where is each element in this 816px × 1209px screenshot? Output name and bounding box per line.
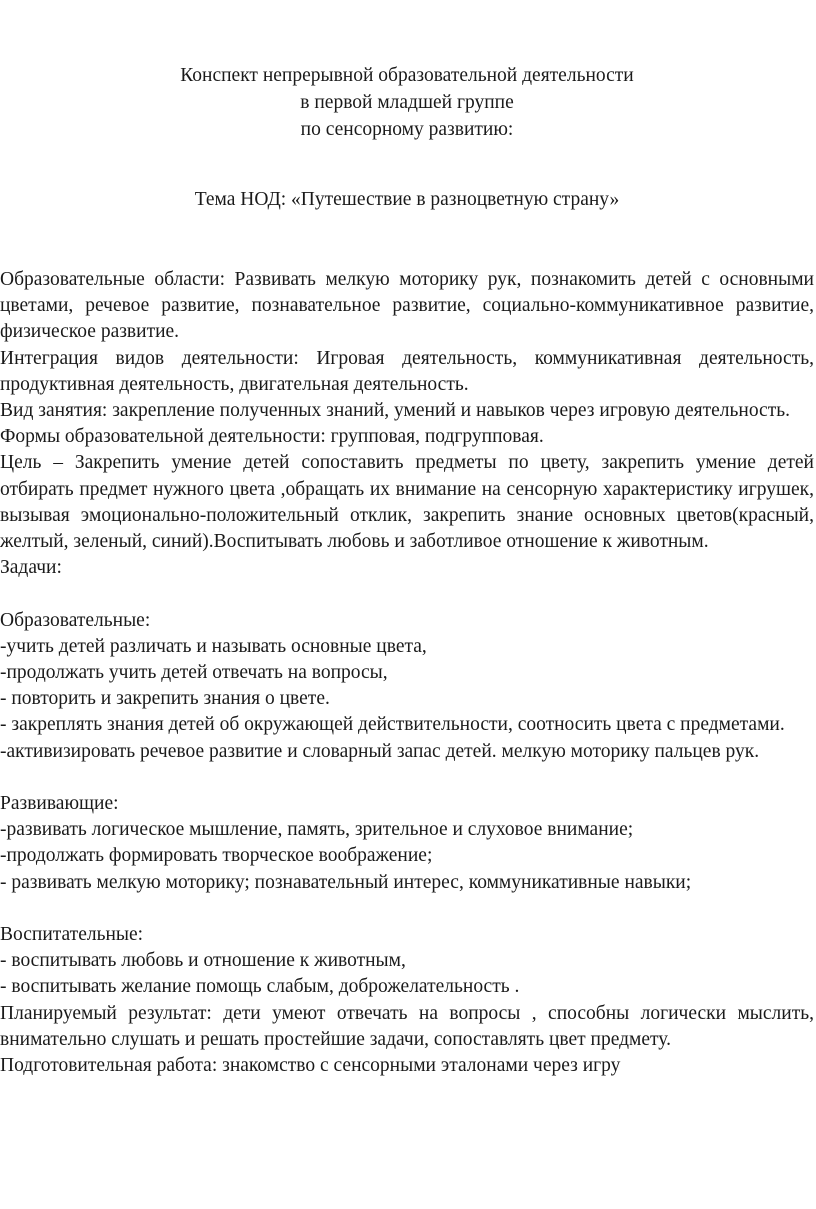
- educational-heading: Образовательные:: [0, 609, 151, 631]
- document-body: [0, 267, 814, 1079]
- title-line-2: в первой младшей группе: [300, 92, 514, 113]
- educational-areas-paragraph: Образовательные области: Развивать мелкую моторику рук, познакомить детей с основными цветами, речевое развитие, познавательное развитие, социально-коммуникативное развитие, физическое развитие.: [0, 269, 814, 343]
- educational-item: - повторить и закрепить знания о цвете.: [0, 688, 330, 710]
- educational-item: -учить детей различать и называть основные цвета,: [0, 635, 427, 657]
- preparation-paragraph: Подготовительная работа: знакомство с сенсорными эталонами через игру: [0, 1055, 621, 1077]
- upbringing-item: - воспитывать желание помощь слабым, доброжелательность .: [0, 976, 520, 998]
- tasks-heading: Задачи:: [0, 557, 62, 579]
- spacer: [0, 765, 814, 791]
- integration-paragraph: Интеграция видов деятельности: Игровая деятельность, коммуникативная деятельность, продуктивная деятельность, двигательная деятельность.: [0, 347, 814, 395]
- developing-item: -продолжать формировать творческое воображение;: [0, 845, 433, 867]
- spacer: [0, 581, 814, 607]
- developing-heading: Развивающие:: [0, 793, 119, 815]
- forms-paragraph: Формы образовательной деятельности: групповая, подгрупповая.: [0, 426, 544, 448]
- document-title: [0, 62, 814, 143]
- title-line-1: Конспект непрерывной образовательной деятельности: [180, 65, 634, 86]
- developing-item: -развивать логическое мышление, память, зрительное и слуховое внимание;: [0, 819, 634, 841]
- upbringing-heading: Воспитательные:: [0, 924, 144, 946]
- planned-result-paragraph: Планируемый результат: дети умеют отвечать на вопросы , способны логически мыслить, внимательно слушать и решать простейшие задачи, сопоставлять цвет предмету.: [0, 1002, 814, 1050]
- spacer: [0, 896, 814, 922]
- educational-item: -активизировать речевое развитие и словарный запас детей. мелкую моторику пальцев рук.: [0, 740, 760, 762]
- developing-item: - развивать мелкую моторику; познавательный интерес, коммуникативные навыки;: [0, 871, 692, 893]
- lesson-theme: Тема НОД: «Путешествие в разноцветную страну»: [194, 189, 620, 210]
- lesson-type-paragraph: Вид занятия: закрепление полученных знаний, умений и навыков через игровую деятельность.: [0, 400, 791, 422]
- title-line-3: по сенсорному развитию:: [300, 119, 514, 140]
- educational-item: -продолжать учить детей отвечать на вопросы,: [0, 662, 388, 684]
- upbringing-item: - воспитывать любовь и отношение к животным,: [0, 950, 406, 972]
- educational-item: - закреплять знания детей об окружающей действительности, соотносить цвета с предметами.: [0, 714, 785, 736]
- goal-paragraph: Цель – Закрепить умение детей сопоставить предметы по цвету, закрепить умение детей отбирать предмет нужного цвета ,обращать их внимание на сенсорную характеристику игрушек, вызывая эмоционально-положительный отклик, закрепить знание основных цветов(красный, желтый, зеленый, синий).Воспитывать любовь и заботливое отношение к животным.: [0, 452, 814, 553]
